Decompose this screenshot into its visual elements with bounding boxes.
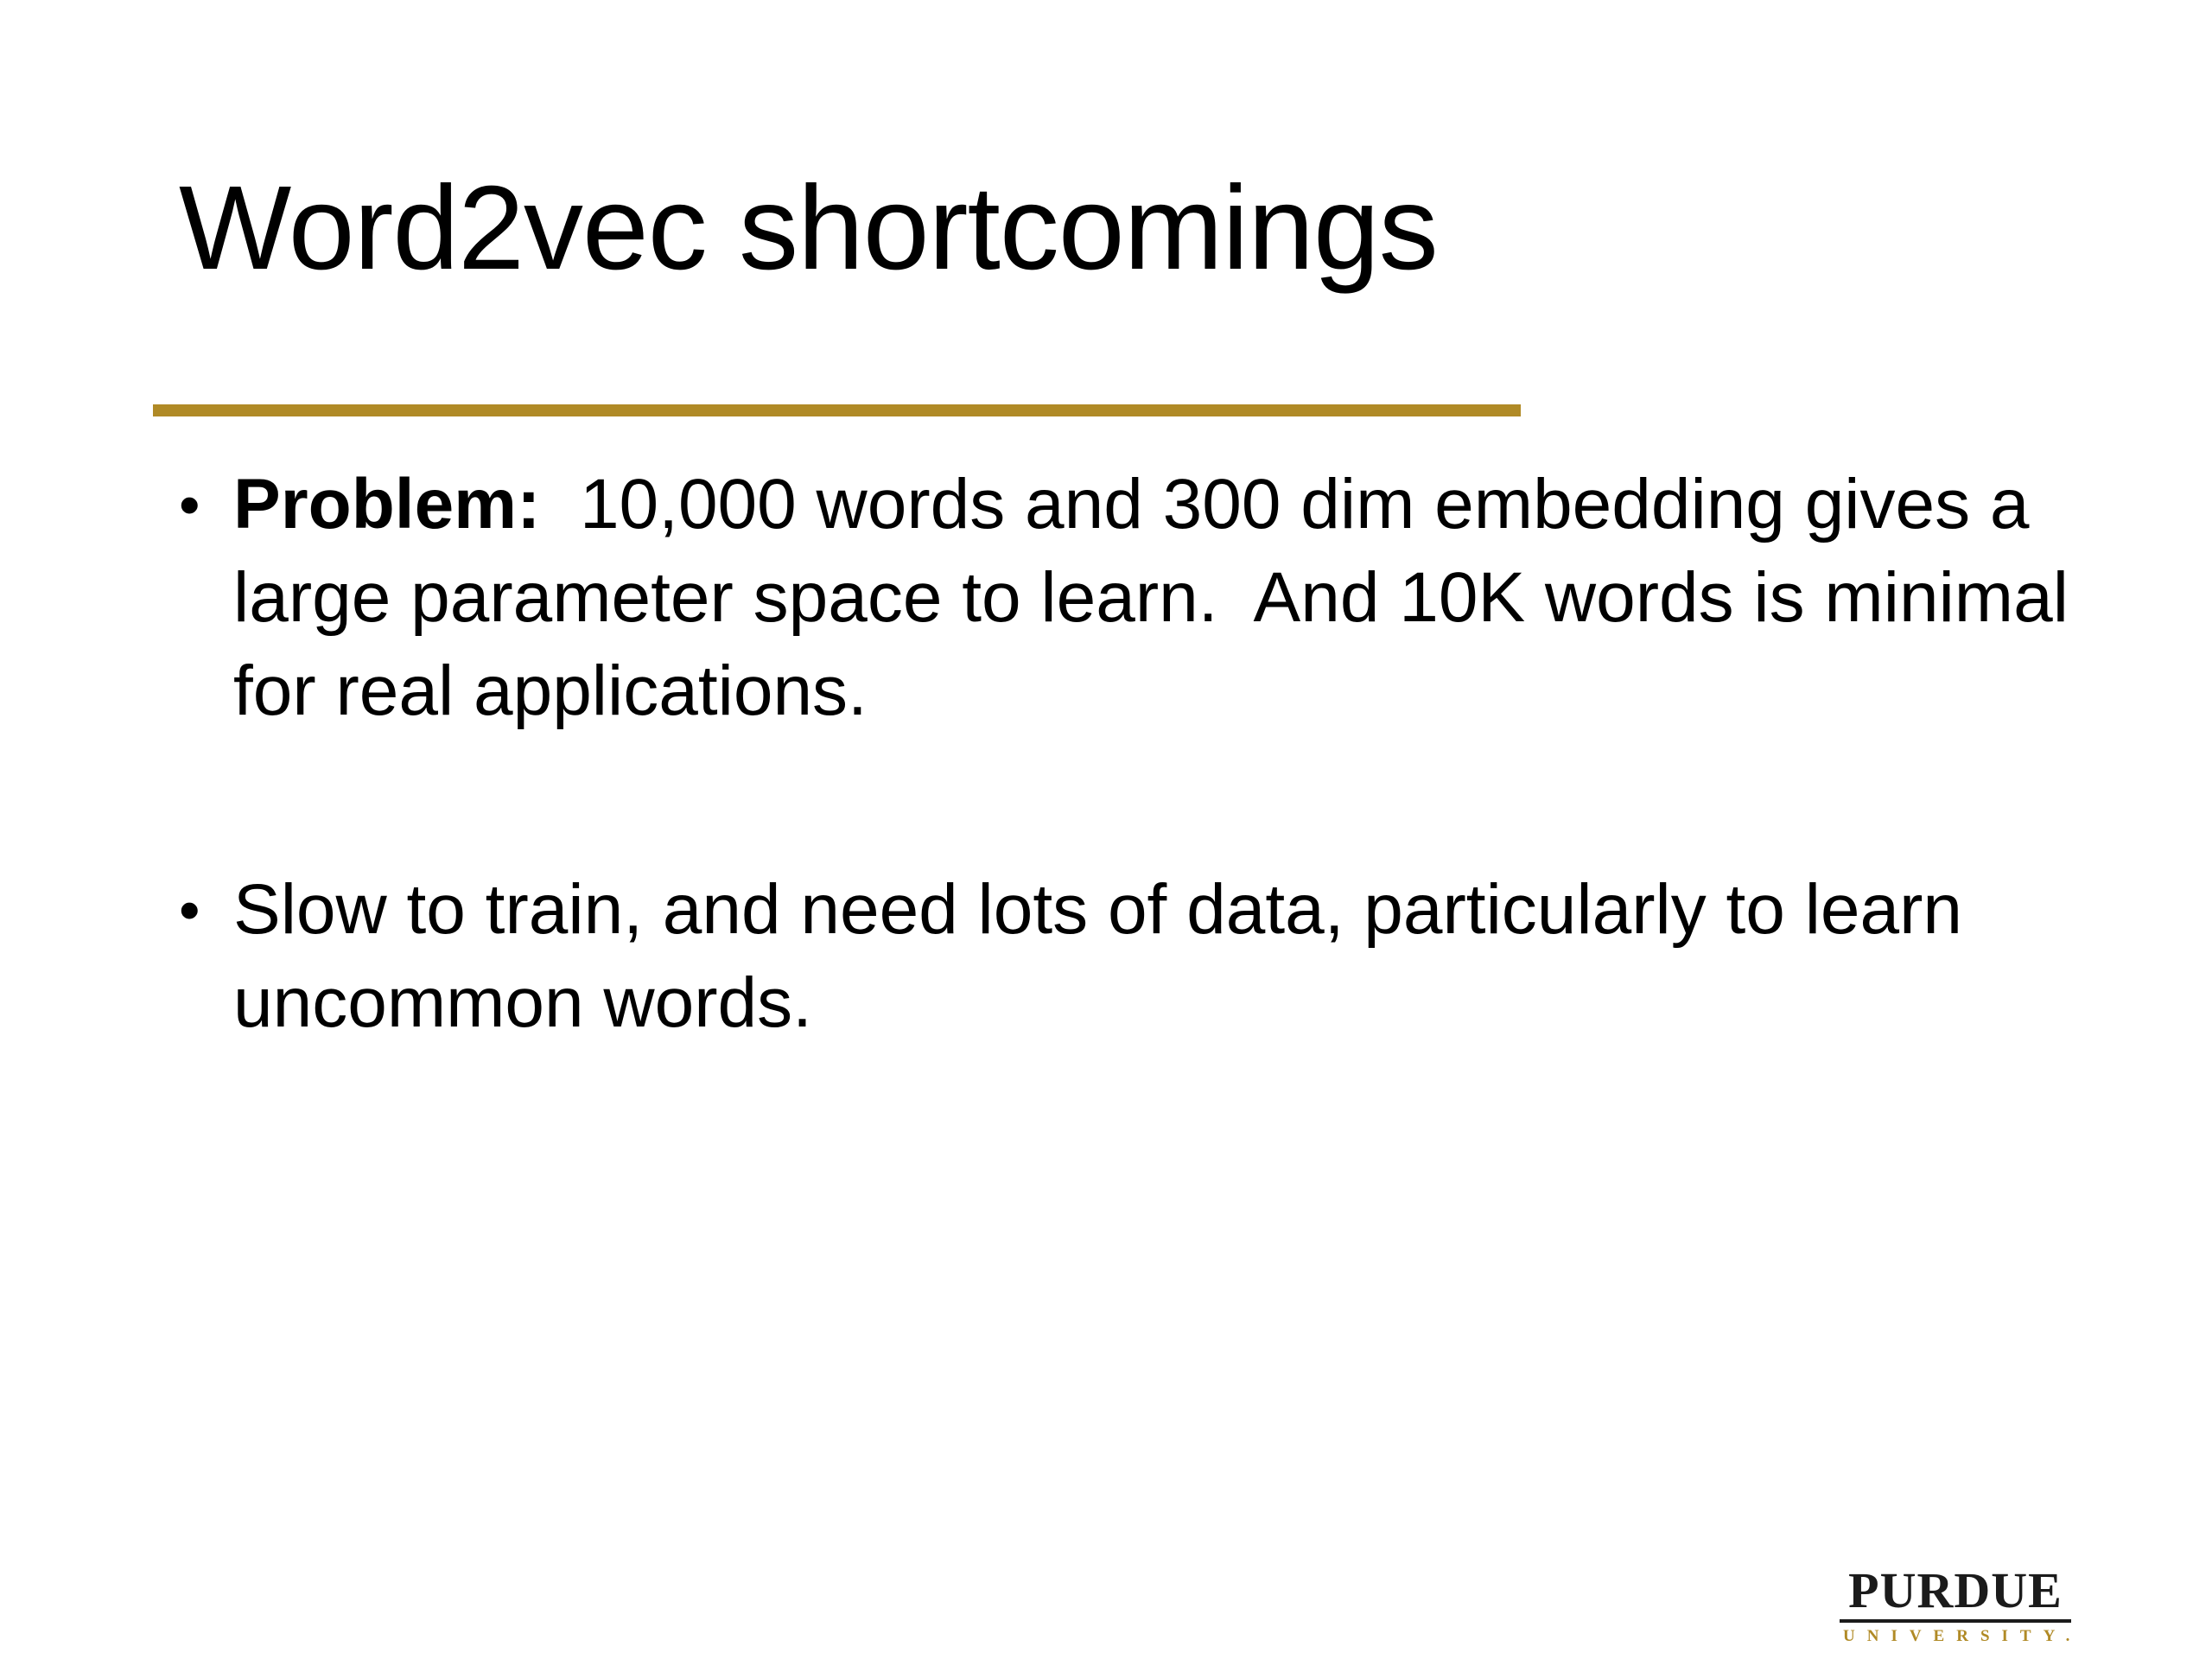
bullet-list	[179, 458, 2088, 1050]
bullet-bold-label: Problem:	[233, 465, 541, 543]
title-underline	[153, 404, 1521, 416]
bullet-item-problem	[179, 458, 2088, 738]
logo-divider	[1840, 1619, 2071, 1623]
purdue-logo	[1834, 1562, 2082, 1652]
logo-subtitle: UNIVERSITY.	[1843, 1627, 2082, 1645]
bullet-text: 10,000 words and 300 dim embedding gives a large parameter space to learn. And 10K words is minimal for real applications.	[233, 465, 2088, 730]
bullet-icon: •	[179, 876, 200, 944]
bullet-icon: •	[179, 471, 200, 538]
bullet-text: Slow to train, and need lots of data, particularly to learn uncommon words.	[233, 870, 1963, 1042]
logo-wordmark: PURDUE	[1848, 1562, 2063, 1618]
bullet-item-slow	[179, 863, 2080, 1050]
slide-title: Word2vec shortcomings	[179, 162, 1438, 295]
